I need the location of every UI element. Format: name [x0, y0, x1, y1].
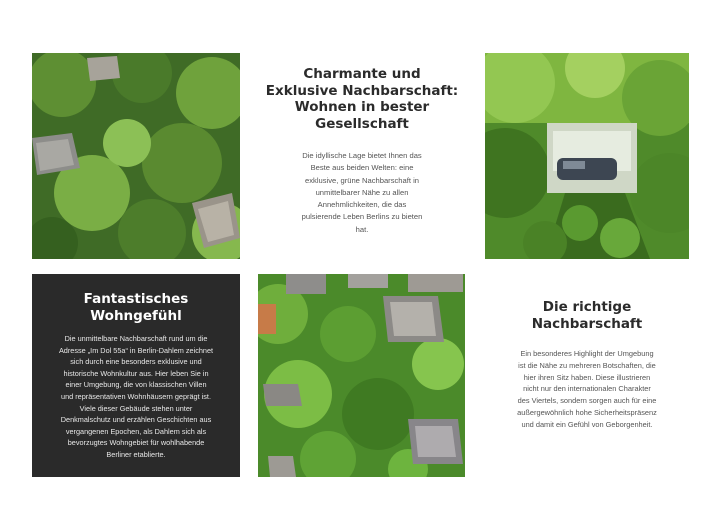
heading-line: Fantastisches [83, 291, 189, 307]
garden-path-photo [485, 53, 689, 259]
body-line: des Viertels, sondern sorgen auch für eine [517, 396, 657, 406]
body-line: bevorzugtes Wohngebiet für wohlhabende [67, 438, 205, 448]
body-line: Die idyllische Lage bietet Ihnen das [302, 151, 422, 160]
richtige-nachbarschaft-section [485, 299, 689, 431]
body-line: Annehmlichkeiten, die das [317, 200, 407, 210]
body-line: Beste aus beiden Welten: eine [310, 163, 414, 173]
section-body [32, 333, 240, 461]
section-heading [485, 299, 689, 332]
body-line: Ein besonderes Highlight der Umgebung [520, 349, 654, 358]
heading-line: Exklusive Nachbarschaft: [265, 82, 459, 99]
body-line: nicht nur den internationalen Charakter [523, 384, 651, 394]
body-line: exklusive, grüne Nachbarschaft in [305, 175, 419, 185]
body-line: und repräsentativen Wohnhäusern geprägt ist. [61, 391, 211, 401]
body-line: hier ihren Sitz haben. Diese illustrieren [523, 372, 651, 382]
charmante-nachbarschaft-section [258, 66, 466, 236]
heading-line: Wohngefühl [90, 307, 182, 324]
body-line: pulsierende Leben Berlins zu bieten [301, 212, 423, 222]
body-line: Viele dieser Gebäude stehen unter [79, 403, 193, 413]
body-line: ist die Nähe zu mehreren Botschaften, die [518, 360, 656, 370]
heading-line: Nachbarschaft [531, 315, 643, 332]
body-line: Die unmittelbare Nachbarschaft rund um die [64, 334, 208, 343]
heading-line: Gesellschaft [315, 115, 409, 132]
body-line: und damit ein Gefühl von Geborgenheit. [521, 419, 653, 429]
section-body [258, 150, 466, 236]
heading-line: Charmante und [303, 66, 421, 82]
body-line: historische Wohnkultur aus. Hier leben Sie in [63, 368, 209, 378]
heading-line: Wohnen in bester [294, 99, 430, 115]
body-line: Denkmalschutz und erzählen Geschichten aus [60, 415, 212, 425]
section-heading [32, 291, 240, 324]
aerial-rooftops-photo [258, 274, 465, 477]
body-line: Berliner etablierte. [106, 449, 166, 459]
heading-line: Die richtige [542, 299, 632, 315]
section-body [485, 348, 689, 431]
aerial-neighborhood-photo [32, 53, 240, 259]
fantastisches-wohngefuehl-section [32, 274, 240, 477]
body-line: unmittelbarer Nähe zu allen [315, 187, 409, 197]
body-line: einer Umgebung, die von klassischen Villen [65, 380, 207, 390]
body-line: sich durch eine besonders exklusive und [70, 357, 202, 367]
body-line: Adresse „Im Dol 55a“ in Berlin-Dahlem zeichnet [58, 345, 214, 355]
body-line: außergewöhnlich hohe Sicherheitspräsenz [517, 407, 657, 417]
body-line: vergangenen Epochen, als Dahlem sich als [65, 426, 207, 436]
section-heading [258, 66, 466, 132]
body-line: hat. [355, 224, 369, 234]
